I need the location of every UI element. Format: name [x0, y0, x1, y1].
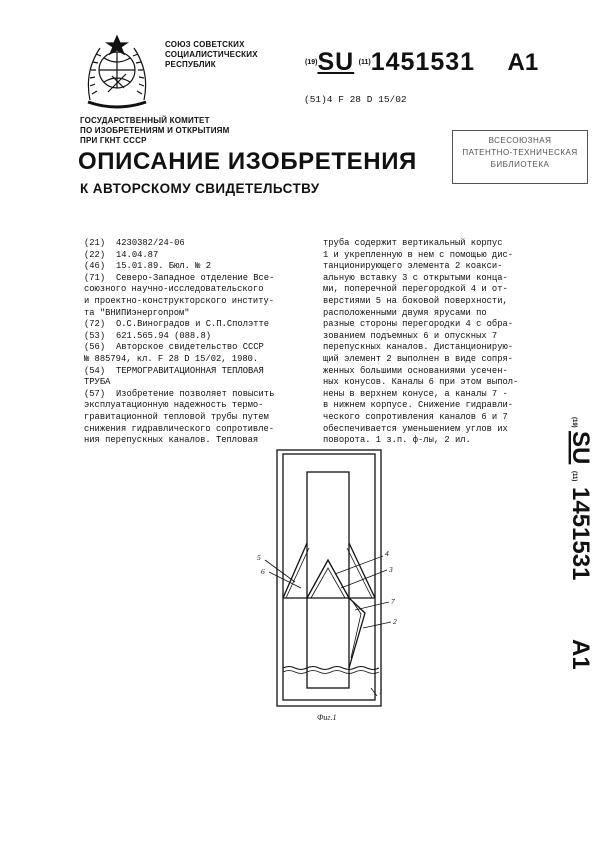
abstract-line: поворота. 1 з.п. ф-лы, 2 ил. [323, 435, 471, 446]
abstract-line: ческого сопротивления каналов 6 и 7 [323, 411, 508, 422]
callout-6: 6 [261, 567, 265, 576]
callout-2: 2 [393, 617, 397, 626]
document-title: ОПИСАНИЕ ИЗОБРЕТЕНИЯ [78, 148, 417, 175]
abstract-line: альную вставку 3 с открытыми конца- [323, 272, 508, 283]
ipc-classification: (51)4 F 28 D 15/02 [304, 94, 407, 105]
field-code: (56) [84, 342, 106, 353]
committee-name [80, 116, 280, 146]
figure-1-drawing [255, 448, 415, 723]
abstract-line: эксплуатационную надежность термо- [84, 400, 264, 411]
callout-7: 7 [391, 597, 395, 606]
abstract-line: ных конусов. Каналы 6 при этом выпол- [323, 377, 519, 388]
abstract-line: Изобретение позволяет повысить [116, 388, 275, 399]
field-code: (72) [84, 319, 106, 330]
field-code: (71) [84, 272, 106, 283]
callout-3: 3 [389, 565, 393, 574]
abstract-line: труба содержит вертикальный корпус [323, 238, 503, 248]
field-54 [84, 366, 316, 378]
number-code-label: (11) [571, 471, 577, 482]
field-22 [84, 250, 316, 262]
field-code: (22) [84, 249, 106, 260]
stamp-line: БИБЛИОТЕКА [490, 160, 550, 169]
patent-number: 1451531 [567, 487, 594, 581]
country-line: РЕСПУБЛИК [165, 60, 216, 69]
kind-code: A1 [507, 49, 539, 76]
bibliographic-data [84, 238, 316, 447]
reference-line: Авторское свидетельство СССР [116, 342, 264, 353]
field-code: (46) [84, 261, 106, 272]
document-subtitle: К АВТОРСКОМУ СВИДЕТЕЛЬСТВУ [80, 181, 320, 196]
field-71 [84, 273, 316, 285]
field-46 [84, 261, 316, 273]
field-code: (53) [84, 330, 106, 341]
abstract-line: в нижнем корпусе. Снижение гидравли- [323, 400, 514, 411]
side-publication-number [545, 405, 594, 695]
abstract-line: танционирующего элемента 2 коакси- [323, 261, 503, 272]
country-line: СОЮЗ СОВЕТСКИХ [165, 40, 245, 49]
field-53 [84, 331, 316, 343]
invention-title-cont: ТРУБА [84, 377, 111, 388]
field-code: (54) [84, 365, 106, 376]
abstract-line: щий элемент 2 выполнен в виде сопря- [323, 353, 514, 364]
applicant-line: та "ВНИПИэнергопром" [84, 307, 190, 318]
applicant-line: союзного научно-исследовательского [84, 284, 264, 295]
abstract-line: ния перепускных каналов. Тепловая [84, 435, 259, 446]
abstract-line: разные стороны перегородки 4 с обра- [323, 319, 514, 330]
country-code-label: (19) [305, 59, 318, 66]
kind-code: A1 [567, 639, 594, 670]
field-code: (57) [84, 388, 106, 399]
country-code: SU [567, 431, 594, 465]
committee-line: ГОСУДАРСТВЕННЫЙ КОМИТЕТ [80, 116, 210, 125]
callout-5: 5 [257, 553, 261, 562]
field-57 [84, 389, 316, 401]
callout-4: 4 [385, 549, 389, 558]
abstract-line: ми, поперечной перегородкой 4 и от- [323, 284, 508, 295]
country-line: СОЦИАЛИСТИЧЕСКИХ [165, 50, 258, 59]
callout-1: 1 [379, 687, 383, 696]
invention-title: ТЕРМОГРАВИТАЦИОННАЯ ТЕПЛОВАЯ [116, 365, 264, 376]
filing-date: 14.04.87 [116, 249, 159, 260]
stamp-line: ПАТЕНТНО-ТЕХНИЧЕСКАЯ [462, 148, 578, 157]
abstract-line: расположенными двумя ярусами по [323, 307, 487, 318]
abstract-continuation [323, 238, 563, 447]
abstract-line: зованием подъемных 6 и опускных 7 [323, 330, 498, 341]
abstract-line: 1 и укрепленную в нем с помощью дис- [323, 249, 514, 260]
inventors: О.С.Виноградов и С.П.Сполэтте [116, 319, 270, 330]
partition [307, 560, 349, 598]
publication-number [305, 48, 538, 77]
field-72 [84, 319, 316, 331]
country-code-label: (19) [571, 417, 577, 428]
figure-caption: Фиг.1 [317, 713, 337, 722]
abstract-line: гравитационной тепловой трубы путем [84, 411, 269, 422]
applicant-line: Северо-Западное отделение Все- [116, 272, 275, 283]
country-code: SU [317, 48, 355, 76]
ussr-emblem-icon [78, 30, 156, 114]
field-code: (21) [84, 238, 106, 248]
coaxial-insert [307, 472, 349, 688]
field-21 [84, 238, 316, 250]
applicant-line: и проектно-конструкторского институ- [84, 295, 275, 306]
committee-line: ПО ИЗОБРЕТЕНИЯМ И ОТКРЫТИЯМ [80, 126, 230, 135]
reference-line: № 885794, кл. F 28 D 15/02, 1980. [84, 353, 259, 364]
committee-line: ПРИ ГКНТ СССР [80, 136, 147, 145]
abstract-line: обеспечивается уменьшением углов их [323, 423, 508, 434]
publication-date: 15.01.89. Бюл. № 2 [116, 261, 212, 272]
abstract-line: верстиями 5 на боковой поверхности, [323, 295, 508, 306]
stamp-line: ВСЕСОЮЗНАЯ [488, 136, 552, 145]
patent-number: 1451531 [370, 48, 476, 76]
application-number: 4230382/24-06 [116, 238, 185, 248]
abstract-line: женных большими основаниями усечен- [323, 365, 508, 376]
udc-code: 621.565.94 (088.8) [116, 330, 212, 341]
number-code-label: (11) [358, 59, 371, 66]
abstract-line: перепускных каналов. Дистанционирую- [323, 342, 514, 353]
abstract-line: нены в верхнем конусе, а каналы 7 - [323, 388, 508, 399]
country-name [165, 40, 275, 70]
abstract-line: снижения гидравлического сопротивле- [84, 423, 275, 434]
library-stamp [452, 130, 588, 184]
field-56 [84, 342, 316, 354]
